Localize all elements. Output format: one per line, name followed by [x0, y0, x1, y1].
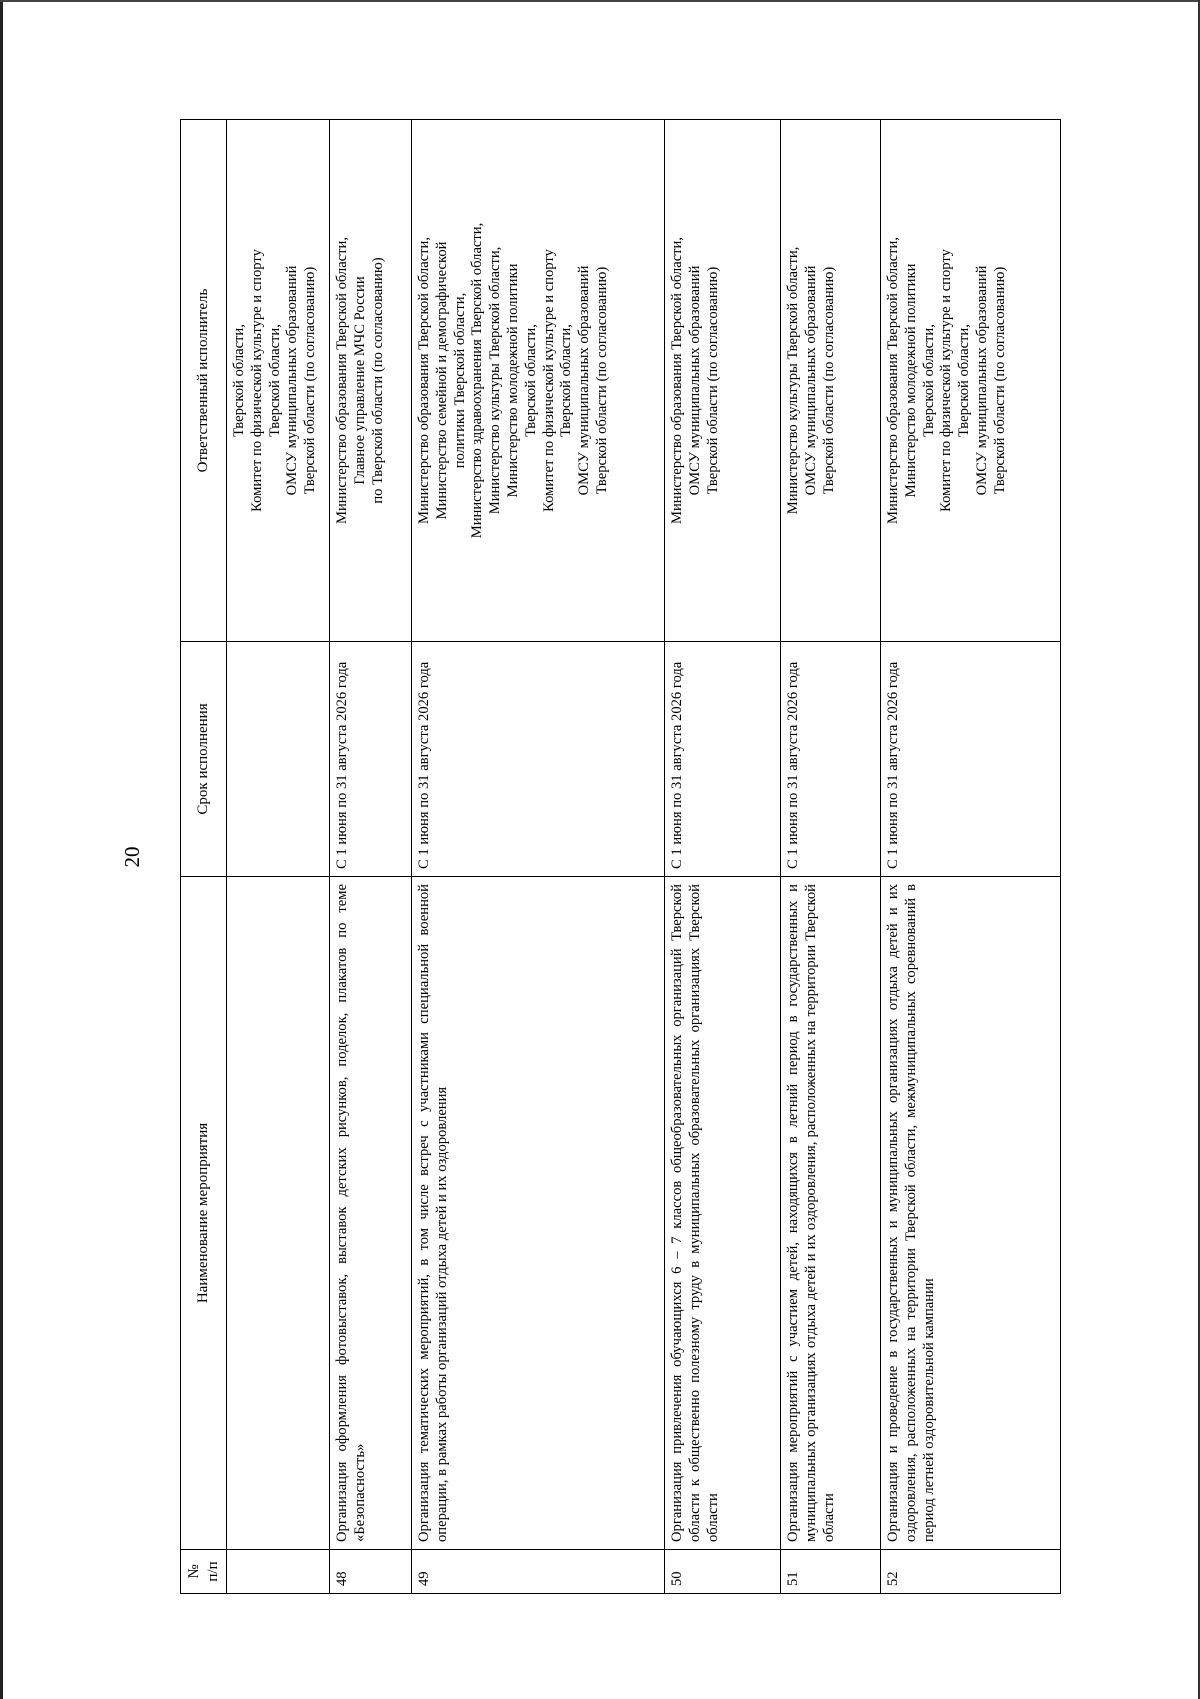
responsible-line: ОМСУ муниципальных образований — [802, 265, 819, 496]
cell-term: С 1 июня по 31 августа 2026 года — [412, 642, 665, 877]
responsible-line: Министерство молодежной политики — [504, 263, 521, 498]
responsible-line: Тверской области, — [956, 324, 973, 437]
cell-responsible — [665, 120, 781, 642]
measures-table — [180, 119, 1061, 1594]
cell-term: С 1 июня по 31 августа 2026 года — [330, 642, 412, 877]
scan-edge — [0, 0, 1200, 2]
responsible-line: Министерство культуры Тверской области, — [487, 246, 504, 515]
scan-edge — [0, 0, 3, 1699]
responsible-line: ОМСУ муниципальных образований — [576, 265, 593, 496]
table-row — [665, 120, 781, 1594]
header-num: № п/п — [181, 1550, 227, 1594]
table-row — [412, 120, 665, 1594]
responsible-line: по Тверской области (по согласованию) — [369, 257, 386, 504]
cell-num: 52 — [881, 1550, 1061, 1594]
cell-term: С 1 июня по 31 августа 2026 года — [781, 642, 881, 877]
responsible-line: Министерство образования Тверской области, — [334, 236, 350, 525]
cell-term: С 1 июня по 31 августа 2026 года — [665, 642, 781, 877]
cell-term: С 1 июня по 31 августа 2026 года — [881, 642, 1061, 877]
table-row — [330, 120, 412, 1594]
cell-responsible — [412, 120, 665, 642]
cell-name: Организация оформления фотовыставок, выставок детских рисунков, поделок, плакатов по теме «Безопасность» — [330, 877, 412, 1550]
table-row — [881, 120, 1061, 1594]
table-header-row — [181, 120, 227, 1594]
responsible-line: Комитет по физической культуре и спорту — [540, 249, 557, 512]
cell-responsible — [227, 120, 330, 642]
cell-term — [227, 642, 330, 877]
cell-name: Организация и проведение в государственных и муниципальных организациях отдыха детей и их оздоровления, расположенных на территории Тверской области, межмуниципальных соревнований в период летней оздоровительной кампании — [881, 877, 1061, 1550]
responsible-line: Министерство образования Тверской области, — [669, 236, 685, 525]
responsible-line: Министерство образования Тверской области, — [416, 236, 432, 525]
responsible-line: Тверской области, — [522, 324, 539, 437]
cell-num: 49 — [412, 1550, 665, 1594]
responsible-line: ОМСУ муниципальных образований — [686, 265, 703, 496]
cell-num — [227, 1550, 330, 1594]
cell-name: Организация привлечения обучающихся 6 – 7 классов общеобразовательных организаций Тверской области к общественно полезному труду в муниципальных образовательных организациях Тверской области — [665, 877, 781, 1550]
responsible-line: Тверской области (по согласованию) — [820, 266, 837, 495]
cell-name: Организация тематических мероприятий, в том числе встреч с участниками специальной военной операции, в рамках работы организаций отдыха детей и их оздоровления — [412, 877, 665, 1550]
cell-num: 51 — [781, 1550, 881, 1594]
cell-responsible — [781, 120, 881, 642]
responsible-line: Тверской области (по согласованию) — [991, 266, 1008, 495]
responsible-line: Тверской области (по согласованию) — [302, 266, 319, 495]
responsible-line: Министерство молодежной политики — [902, 263, 919, 498]
table-row — [781, 120, 881, 1594]
responsible-line: Министерство образования Тверской области, — [885, 236, 901, 525]
responsible-line: Тверской области (по согласованию) — [593, 266, 610, 495]
responsible-line: Тверской области, — [266, 324, 283, 437]
page-number: 20 — [120, 846, 144, 868]
responsible-line: Комитет по физической культуре и спорту — [248, 249, 265, 512]
responsible-line: ОМСУ муниципальных образований — [973, 265, 990, 496]
cell-responsible — [881, 120, 1061, 642]
cell-num: 48 — [330, 1550, 412, 1594]
responsible-line: политики Тверской области, — [451, 292, 468, 469]
responsible-line: Главное управление МЧС России — [351, 276, 368, 485]
cell-name: Организация мероприятий с участием детей, находящихся в летний период в государственных и муниципальных организациях отдыха детей и их оздоровления, расположенных на территории Тверской области — [781, 877, 881, 1550]
responsible-line: Тверской области, — [231, 324, 247, 437]
responsible-line: Министерство культуры Тверской области, — [785, 246, 801, 515]
cell-responsible — [330, 120, 412, 642]
responsible-line: Министерство семейной и демографической — [433, 241, 450, 520]
responsible-line: ОМСУ муниципальных образований — [284, 265, 301, 496]
responsible-line: Тверской области, — [558, 324, 575, 437]
header-name: Наименование мероприятия — [181, 877, 227, 1550]
cell-num: 50 — [665, 1550, 781, 1594]
responsible-line: Комитет по физической культуре и спорту — [938, 249, 955, 512]
rotated-page — [120, 120, 1060, 1594]
table-row-continuation — [227, 120, 330, 1594]
header-term: Срок исполнения — [181, 642, 227, 877]
header-responsible: Ответственный исполнитель — [181, 120, 227, 642]
responsible-line: Тверской области (по согласованию) — [704, 266, 721, 495]
responsible-line: Министерство здравоохранения Тверской области, — [469, 222, 486, 539]
cell-name — [227, 877, 330, 1550]
responsible-line: Тверской области, — [920, 324, 937, 437]
